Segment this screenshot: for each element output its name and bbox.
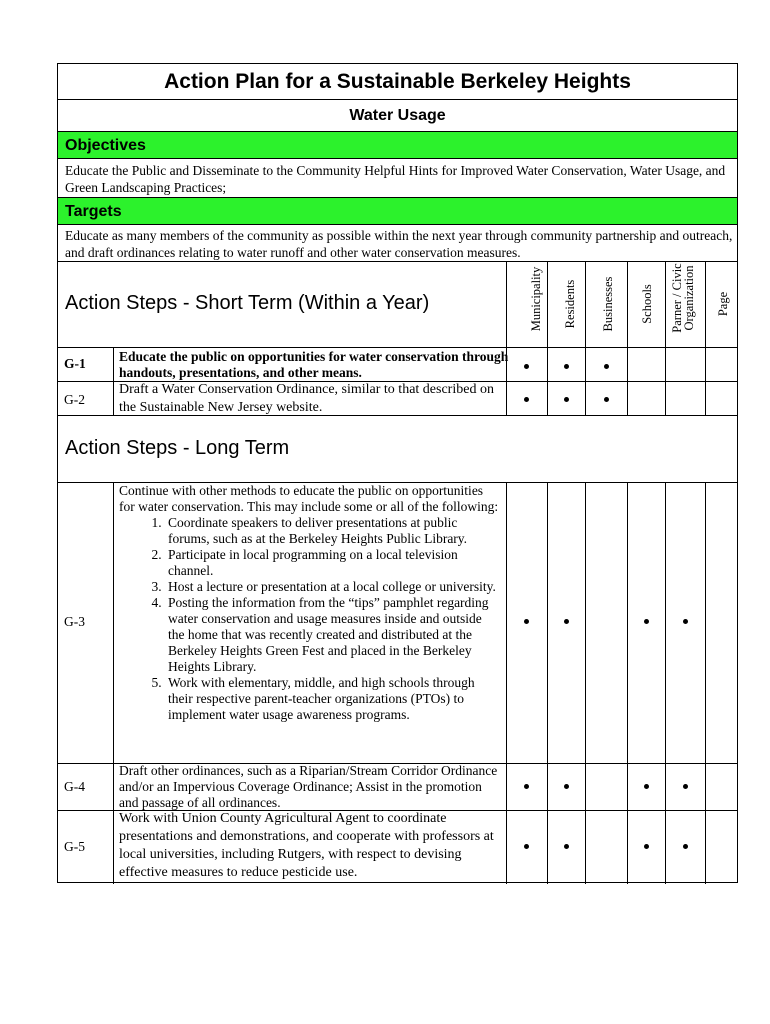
divider xyxy=(547,261,548,415)
divider xyxy=(58,381,737,382)
row-text-g5: Work with Union County Agricultural Agent to coordinate presentations and demonstrations, and cooperate with professors at local universities, including Rutgers, with respect to devising effective measures to reduce pesticide use. xyxy=(119,811,494,880)
bullet-mark xyxy=(604,397,609,402)
column-residents: Residents xyxy=(563,279,577,329)
divider xyxy=(58,415,737,416)
long-term-heading: Action Steps - Long Term xyxy=(65,437,290,459)
row-text-g4: Draft other ordinances, such as a Riparian/Stream Corridor Ordinance and/or an Impervious Coverage Ordinance; Assist in the promotion and passage of all ordinances. xyxy=(119,763,498,810)
bullet-mark xyxy=(683,619,688,624)
bullet-mark xyxy=(524,364,529,369)
objectives-heading: Objectives xyxy=(58,132,737,159)
row-text-g1: Educate the public on opportunities for water conservation through handouts, presentations, and other means. xyxy=(119,349,509,380)
column-page: Page xyxy=(716,291,730,317)
row-id-g4: G-4 xyxy=(64,779,85,794)
g3-intro: Continue with other methods to educate the public on opportunities for water conservation. This may include some or all of the following: xyxy=(119,483,499,514)
list-item: 1. Coordinate speakers to deliver presentations at public forums, such as at the Berkeley Heights Public Library. xyxy=(165,515,499,547)
divider xyxy=(58,763,737,764)
document-subtitle: Water Usage xyxy=(58,100,737,132)
action-plan-document xyxy=(57,63,738,883)
divider xyxy=(506,261,507,415)
row-id-g2: G-2 xyxy=(64,392,85,407)
divider xyxy=(585,482,586,884)
row-text-g3 xyxy=(119,483,499,723)
document-title: Action Plan for a Sustainable Berkeley Heights xyxy=(58,64,737,100)
bullet-mark xyxy=(644,784,649,789)
column-businesses: Businesses xyxy=(601,276,615,332)
targets-heading: Targets xyxy=(58,197,737,225)
divider xyxy=(113,347,114,415)
bullet-mark xyxy=(564,397,569,402)
divider xyxy=(665,261,666,415)
column-schools: Schools xyxy=(640,284,654,324)
column-municipality: Municipality xyxy=(529,266,543,332)
list-item: 5. Work with elementary, middle, and high schools through their respective parent-teacher organizations (PTOs) to implement water usage awareness programs. xyxy=(165,675,499,723)
row-id-g1: G-1 xyxy=(64,356,86,371)
bullet-mark xyxy=(524,844,529,849)
divider xyxy=(506,482,507,884)
column-partner-line1: Parner / Civic xyxy=(670,263,684,333)
divider xyxy=(585,261,586,415)
bullet-mark xyxy=(524,784,529,789)
divider xyxy=(58,347,737,348)
bullet-mark xyxy=(564,619,569,624)
targets-text: Educate as many members of the community as possible within the next year through community partnership and outreach, and draft ordinances relating to water runoff and other water conservation measures. xyxy=(65,228,733,260)
bullet-mark xyxy=(644,844,649,849)
short-term-heading: Action Steps - Short Term (Within a Year) xyxy=(65,292,430,314)
bullet-mark xyxy=(604,364,609,369)
bullet-mark xyxy=(683,784,688,789)
divider xyxy=(705,261,706,415)
bullet-mark xyxy=(524,397,529,402)
bullet-mark xyxy=(564,784,569,789)
bullet-mark xyxy=(644,619,649,624)
list-item: 4. Posting the information from the “tips” pamphlet regarding water conservation and usage measures inside and outside the home that was recently created and distributed at the Berkeley Heights Green Fest and placed in the Berkeley Heights Library. xyxy=(165,595,499,675)
bullet-mark xyxy=(564,364,569,369)
bullet-mark xyxy=(564,844,569,849)
row-id-g5: G-5 xyxy=(64,839,85,854)
row-text-g2: Draft a Water Conservation Ordinance, similar to that described on the Sustainable New Jersey website. xyxy=(119,382,494,415)
divider xyxy=(547,482,548,884)
list-item: 2. Participate in local programming on a local television channel. xyxy=(165,547,499,579)
divider xyxy=(113,482,114,884)
row-id-g3: G-3 xyxy=(64,614,85,629)
divider xyxy=(58,810,737,811)
divider xyxy=(58,482,737,483)
divider xyxy=(665,482,666,884)
bullet-mark xyxy=(683,844,688,849)
bullet-mark xyxy=(524,619,529,624)
objectives-text: Educate the Public and Disseminate to the Community Helpful Hints for Improved Water Conservation, Water Usage, and Green Landscaping Practices; xyxy=(65,163,726,195)
list-item: 3. Host a lecture or presentation at a local college or university. xyxy=(165,579,499,595)
divider xyxy=(58,261,737,262)
divider xyxy=(627,261,628,415)
column-partner-line2: Organization xyxy=(682,265,696,331)
g3-list xyxy=(119,515,499,723)
divider xyxy=(627,482,628,884)
divider xyxy=(705,482,706,884)
column-partner-civic xyxy=(671,253,695,343)
